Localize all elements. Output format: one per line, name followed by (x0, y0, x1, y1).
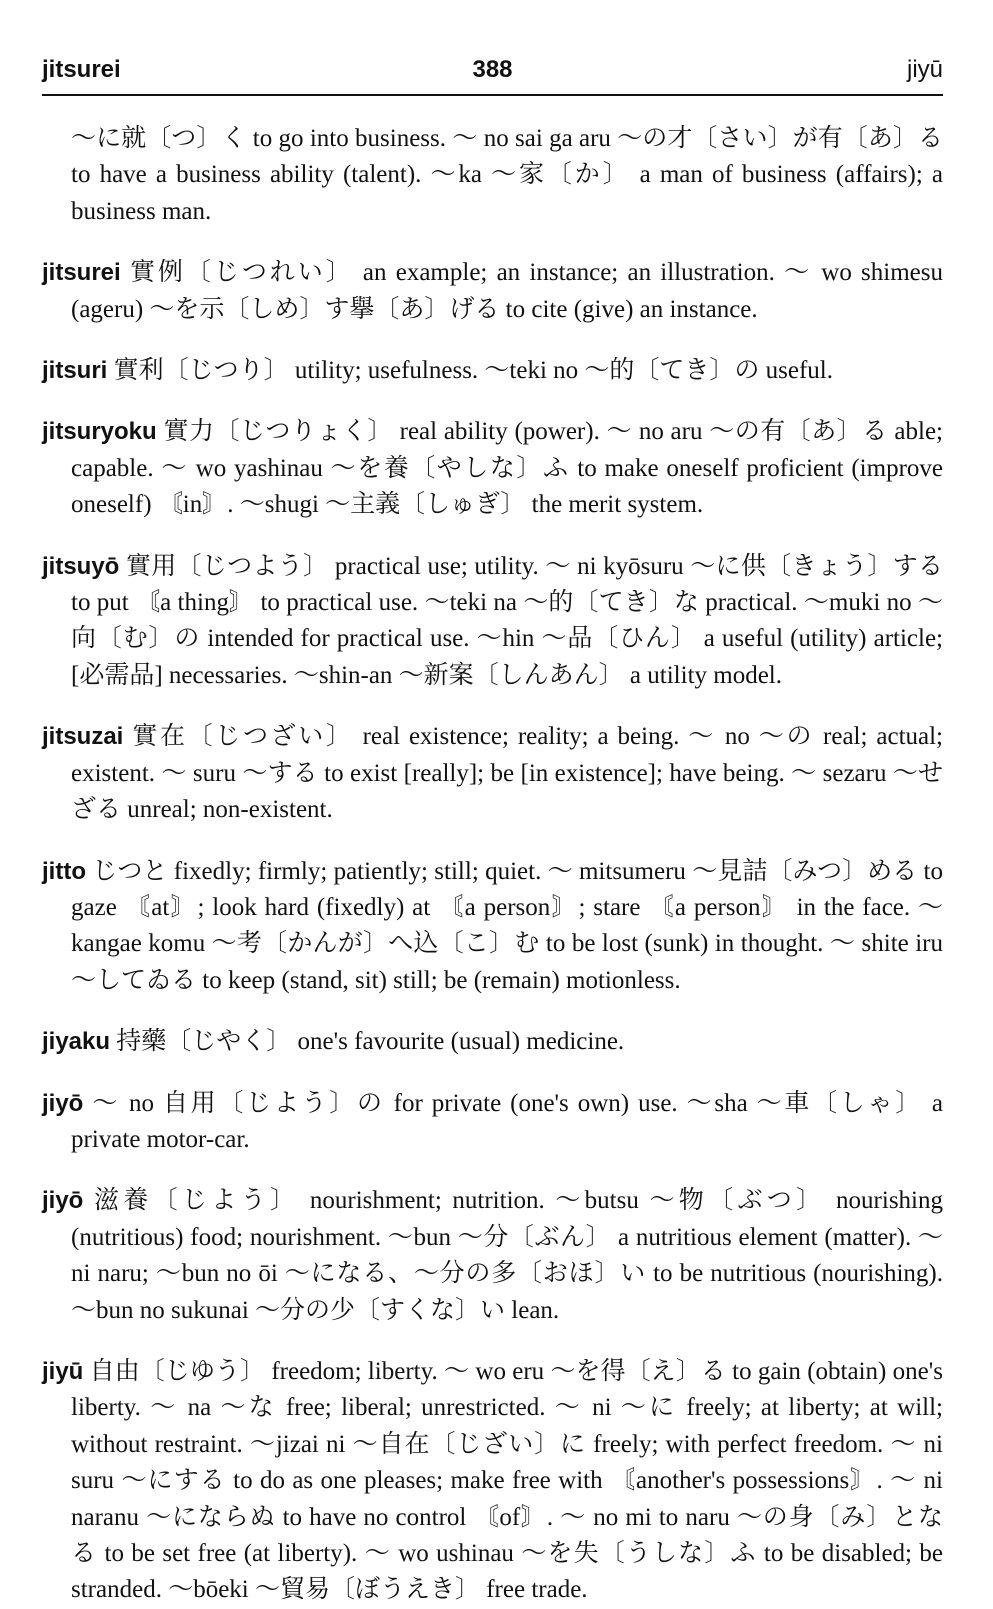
running-head-left: jitsurei (42, 56, 121, 83)
dictionary-entry (42, 353, 943, 389)
entry-headword: jitsuyō (42, 552, 120, 580)
entry-definition: 持藥〔じやく〕 one's favourite (usual) medicine. (116, 1028, 625, 1056)
entry-headword: jiyō (42, 1187, 84, 1215)
dictionary-entry (42, 854, 943, 1000)
dictionary-entries (42, 121, 943, 1609)
dictionary-entry (42, 1183, 943, 1329)
entry-definition: 實用〔じつよう〕 practical use; utility. ～ ni kyōsuru ～に供〔きょう〕する to put 〘a thing〙 to practical use. ～teki na ～的〔てき〕な practical. ～muki no ～向〔む〕の intended for practical use. ～hin ～品〔ひん〕 a useful (utility) article; [必需品] necessaries. ～shin-an ～新案〔しんあん〕 a utility model. (71, 552, 943, 689)
entry-headword: jitsurei (42, 259, 121, 287)
dictionary-entry (42, 255, 943, 328)
entry-headword: jitsuri (42, 357, 108, 385)
entry-definition: 實在〔じつざい〕 real existence; reality; a being. ～ no ～の real; actual; existent. ～ suru ～する to exist [really]; be [in existence]; have being. ～ sezaru ～せざる unreal; non-existent. (71, 723, 944, 824)
dictionary-entry-continued (42, 121, 943, 230)
dictionary-entry (42, 1024, 943, 1060)
entry-definition: 滋養〔じよう〕 nourishment; nutrition. ～butsu ～物〔ぶつ〕 nourishing (nutritious) food; nourishment. ～bun ～分〔ぶん〕 a nutritious element (matter). ～ ni naru; ～bun no ōi ～になる、～分の多〔おほ〕い to be nutritious (nourishing). ～bun no sukunai ～分の少〔すくな〕い lean. (71, 1187, 943, 1324)
dictionary-entry (42, 1086, 943, 1159)
entry-headword: jiyō (42, 1089, 84, 1117)
entry-headword: jitsuryoku (42, 418, 157, 446)
entry-definition: 實力〔じつりょく〕 real ability (power). ～ no aru ～の有〔あ〕る able; capable. ～ wo yashinau ～を養〔やしな〕ふ to make oneself proficient (improve oneself) 〘in〙. ～shugi ～主義〔しゅぎ〕 the merit system. (71, 418, 943, 519)
page-number: 388 (472, 56, 513, 83)
entry-definition: 實利〔じつり〕 utility; usefulness. ～teki no ～的〔てき〕の useful. (113, 357, 834, 385)
entry-headword: jitto (42, 857, 86, 885)
entry-definition: ～ no 自用〔じよう〕の for private (one's own) use. ～sha ～車〔しゃ〕 a private motor-car. (71, 1089, 944, 1153)
entry-headword: jiyaku (42, 1028, 111, 1056)
entry-definition: じつと fixedly; firmly; patiently; still; quiet. ～ mitsumeru ～見詰〔みつ〕める to gaze 〘at〙; look hard (fixedly) at 〘a person〙; stare 〘a person〙 in the face. ～ kangae komu ～考〔かんが〕へ込〔こ〕む to be lost (sunk) in thought. ～ shite iru ～してゐる to keep (stand, sit) still; be (remain) motionless. (71, 857, 943, 994)
entry-definition: 自由〔じゆう〕 freedom; liberty. ～ wo eru ～を得〔え〕る to gain (obtain) one's liberty. ～ na ～な free; liberal; unrestricted. ～ ni ～に freely; at liberty; at will; without restraint. ～jizai ni ～自在〔じざい〕に freely; with perfect freedom. ～ ni suru ～にする to do as one pleases; make free with 〘another's possessions〙. ～ ni naranu ～にならぬ to have no control 〘of〙. ～ no mi to naru ～の身〔み〕となる to be set free (at liberty). ～ wo ushinau ～を失〔うしな〕ふ to be disabled; be stranded. ～bōeki ～貿易〔ぼうえき〕 free trade. (71, 1357, 944, 1604)
page-header (42, 52, 943, 96)
dictionary-entry (42, 414, 943, 523)
dictionary-entry (42, 1354, 943, 1609)
entry-headword: jitsuzai (42, 723, 124, 751)
dictionary-entry (42, 549, 943, 695)
dictionary-entry (42, 719, 943, 828)
running-head-right: jiyū (906, 56, 943, 83)
entry-definition: 實例〔じつれい〕 an example; an instance; an illustration. ～ wo shimesu (ageru) ～を示〔しめ〕す擧〔あ〕げる to cite (give) an instance. (71, 259, 944, 323)
entry-definition: ～に就〔つ〕く to go into business. ～ no sai ga aru ～の才〔さい〕が有〔あ〕る to have a business ability (talent). ～ka ～家〔か〕 a man of business (affairs); a business man. (71, 125, 943, 225)
entry-headword: jiyū (42, 1357, 84, 1385)
